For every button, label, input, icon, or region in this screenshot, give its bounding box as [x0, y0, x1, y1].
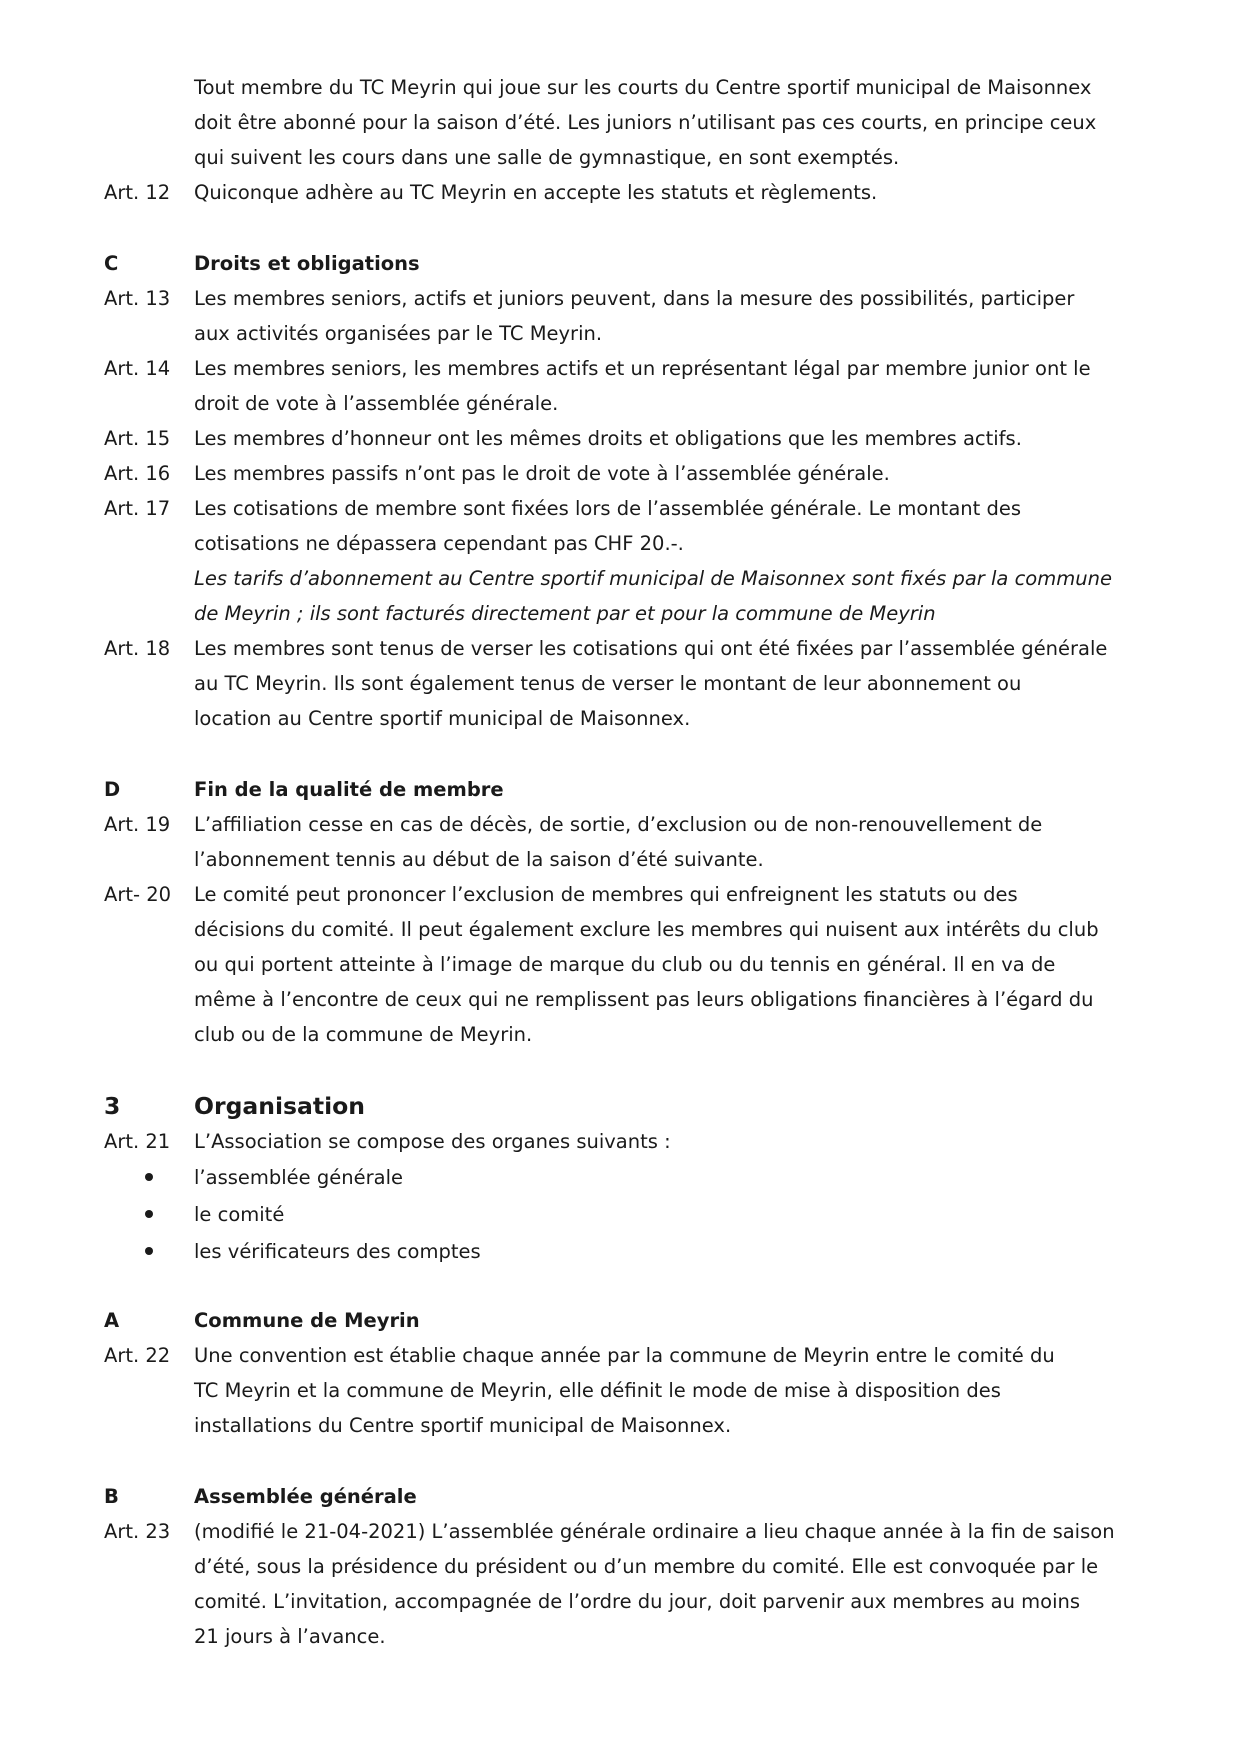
article-18 — [104, 631, 1144, 736]
article-text: Les membres sont tenus de verser les cotisations qui ont été fixées par l’assemblée générale — [194, 637, 1108, 660]
article-label: Art. 15 — [104, 427, 171, 450]
list-item — [104, 1159, 1144, 1196]
bullet-icon — [104, 1159, 194, 1196]
article-14 — [104, 351, 1144, 421]
article-label: Art. 23 — [104, 1520, 171, 1543]
section-letter: B — [104, 1485, 119, 1508]
article-text: installations du Centre sportif municipal de Maisonnex. — [194, 1414, 732, 1437]
article-text: ou qui portent atteinte à l’image de marque du club ou du tennis en général. Il en va de — [194, 953, 1056, 976]
article-23 — [104, 1514, 1144, 1654]
list-item-text: le comité — [194, 1203, 285, 1226]
section-title: Fin de la qualité de membre — [194, 778, 504, 801]
article-text: TC Meyrin et la commune de Meyrin, elle définit le mode de mise à disposition des — [194, 1379, 1001, 1402]
section-a-heading — [104, 1303, 1144, 1338]
article-text: location au Centre sportif municipal de Maisonnex. — [194, 707, 691, 730]
article-note: Les tarifs d’abonnement au Centre sportif municipal de Maisonnex sont fixés par la commune — [194, 567, 1112, 590]
article-label: Art. 21 — [104, 1130, 171, 1153]
article-label: Art. 13 — [104, 287, 171, 310]
article-text: (modifié le 21-04-2021) L’assemblée générale ordinaire a lieu chaque année à la fin de saison — [194, 1520, 1115, 1543]
article-text: au TC Meyrin. Ils sont également tenus de verser le montant de leur abonnement ou — [194, 672, 1022, 695]
article-15 — [104, 421, 1144, 456]
list-item — [104, 1233, 1144, 1270]
section-c-heading — [104, 246, 1144, 281]
text-line: doit être abonné pour la saison d’été. Les juniors n’utilisant pas ces courts, en principe ceux — [194, 111, 1097, 134]
section-d-heading — [104, 772, 1144, 807]
article-text: aux activités organisées par le TC Meyrin. — [194, 322, 603, 345]
article-label: Art. 17 — [104, 497, 171, 520]
article-label: Art. 19 — [104, 813, 171, 836]
text-line: qui suivent les cours dans une salle de gymnastique, en sont exemptés. — [194, 146, 900, 169]
bullet-icon — [104, 1233, 194, 1270]
article-text: cotisations ne dépassera cependant pas CHF 20.-. — [194, 532, 684, 555]
article-text: droit de vote à l’assemblée générale. — [194, 392, 559, 415]
section-letter: C — [104, 252, 119, 275]
article-text: Les membres seniors, actifs et juniors peuvent, dans la mesure des possibilités, participer — [194, 287, 1075, 310]
section-title: Droits et obligations — [194, 252, 420, 275]
article-12 — [104, 175, 1144, 210]
article-label: Art. 22 — [104, 1344, 171, 1367]
chapter-number: 3 — [104, 1092, 121, 1120]
article-text: décisions du comité. Il peut également exclure les membres qui nuisent aux intérêts du club — [194, 918, 1099, 941]
list-item-text: l’assemblée générale — [194, 1166, 403, 1189]
article-text: Les cotisations de membre sont fixées lors de l’assemblée générale. Le montant des — [194, 497, 1022, 520]
article-22 — [104, 1338, 1144, 1443]
article-note: de Meyrin ; ils sont facturés directement par et pour la commune de Meyrin — [194, 602, 936, 625]
text-line: Tout membre du TC Meyrin qui joue sur les courts du Centre sportif municipal de Maisonnex — [194, 76, 1092, 99]
article-19 — [104, 807, 1144, 877]
article-text: d’été, sous la présidence du président ou d’un membre du comité. Elle est convoquée par le — [194, 1555, 1099, 1578]
article-text: L’Association se compose des organes suivants : — [194, 1130, 671, 1153]
article-text: Quiconque adhère au TC Meyrin en accepte les statuts et règlements. — [194, 181, 878, 204]
section-title: Assemblée générale — [194, 1485, 417, 1508]
list-item-text: les vérificateurs des comptes — [194, 1240, 481, 1263]
article-label: Art. 12 — [104, 181, 171, 204]
article-text: Une convention est établie chaque année par la commune de Meyrin entre le comité du — [194, 1344, 1055, 1367]
article-text: L’affiliation cesse en cas de décès, de sortie, d’exclusion ou de non-renouvellement de — [194, 813, 1043, 836]
list-item — [104, 1196, 1144, 1233]
organ-list — [104, 1159, 1144, 1270]
section-letter: D — [104, 778, 121, 801]
section-b-heading — [104, 1479, 1144, 1514]
article-text: Les membres seniors, les membres actifs et un représentant légal par membre junior ont le — [194, 357, 1091, 380]
section-title: Commune de Meyrin — [194, 1309, 420, 1332]
article-text: comité. L’invitation, accompagnée de l’ordre du jour, doit parvenir aux membres au moins — [194, 1590, 1081, 1613]
article-text: Les membres passifs n’ont pas le droit de vote à l’assemblée générale. — [194, 462, 890, 485]
article-17 — [104, 491, 1144, 631]
section-letter: A — [104, 1309, 120, 1332]
article-16 — [104, 456, 1144, 491]
continued-paragraph — [104, 70, 1144, 175]
chapter-3-heading — [104, 1088, 1144, 1124]
chapter-title: Organisation — [194, 1092, 366, 1120]
article-text: l’abonnement tennis au début de la saison d’été suivante. — [194, 848, 764, 871]
article-label: Art- 20 — [104, 883, 172, 906]
document-page — [104, 70, 1144, 1654]
article-label: Art. 16 — [104, 462, 171, 485]
article-text: Les membres d’honneur ont les mêmes droits et obligations que les membres actifs. — [194, 427, 1022, 450]
article-text: 21 jours à l’avance. — [194, 1625, 386, 1648]
article-20 — [104, 877, 1144, 1052]
article-21 — [104, 1124, 1144, 1159]
article-label: Art. 18 — [104, 637, 171, 660]
article-text: club ou de la commune de Meyrin. — [194, 1023, 533, 1046]
article-label: Art. 14 — [104, 357, 171, 380]
article-13 — [104, 281, 1144, 351]
bullet-icon — [104, 1196, 194, 1233]
article-text: Le comité peut prononcer l’exclusion de membres qui enfreignent les statuts ou des — [194, 883, 1018, 906]
article-text: même à l’encontre de ceux qui ne remplissent pas leurs obligations financières à l’égard du — [194, 988, 1094, 1011]
